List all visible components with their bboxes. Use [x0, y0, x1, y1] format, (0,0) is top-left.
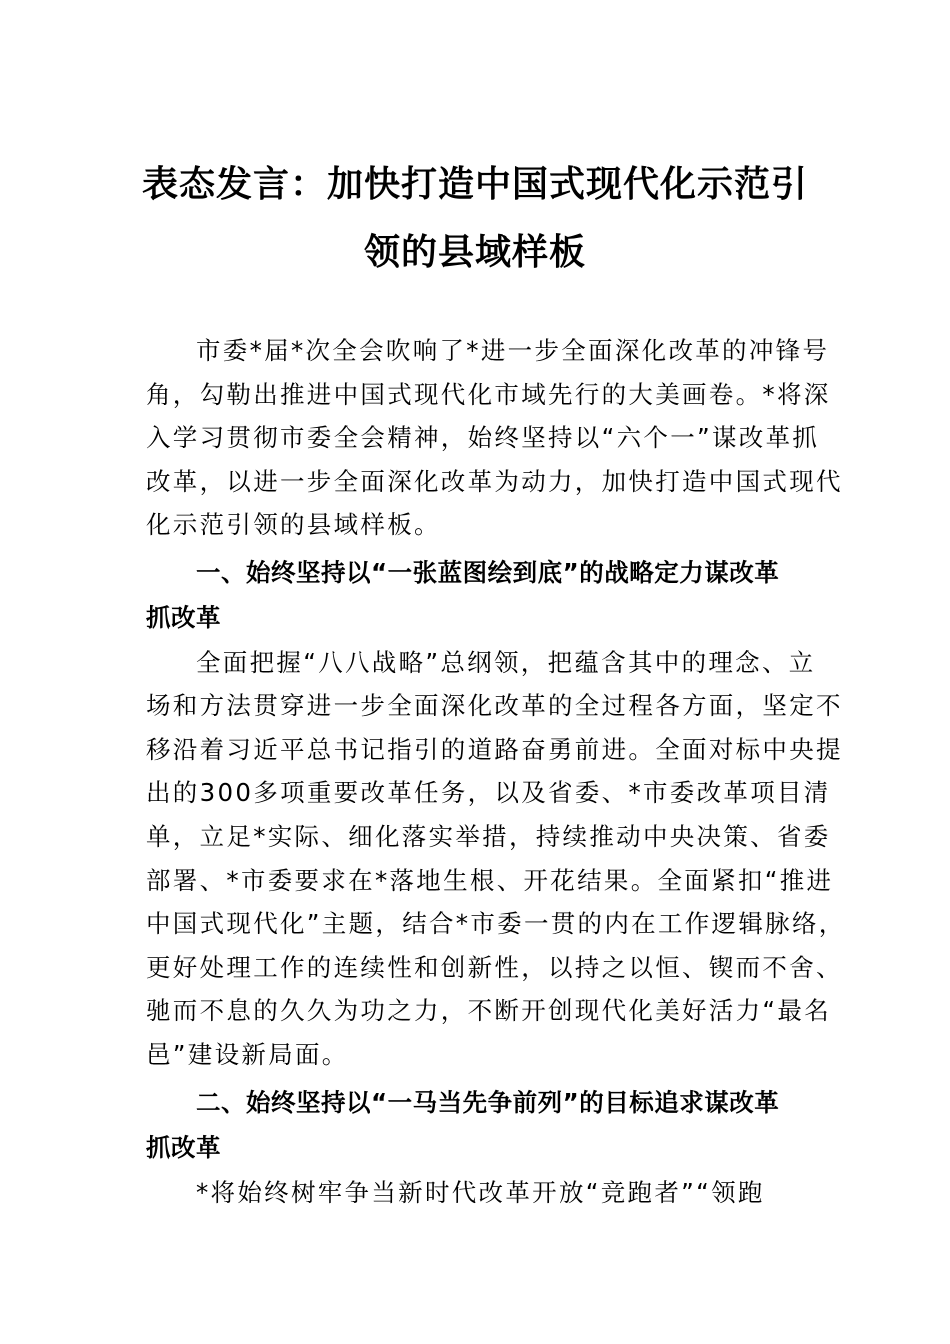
section-heading-line: 抓改革	[146, 603, 221, 632]
paragraph-line: 化示范引领的县域样板。	[146, 510, 441, 539]
section-heading-line: 抓改革	[146, 1133, 221, 1162]
paragraph-line: 部署、*市委要求在*落地生根、开花结果。全面紧扣“推进	[146, 866, 834, 895]
paragraph-line: 邑”建设新局面。	[146, 1040, 349, 1069]
paragraph-line: 入学习贯彻市委全会精神，始终坚持以“六个一”谋改革抓	[146, 423, 820, 452]
section-heading-line: 一、始终坚持以“一张蓝图绘到底”的战略定力谋改革	[196, 558, 780, 587]
paragraph-line: 中国式现代化”主题，结合*市委一贯的内在工作逻辑脉络，	[146, 909, 846, 938]
paragraph-line: 市委*届*次全会吹响了*进一步全面深化改革的冲锋号	[196, 336, 830, 365]
paragraph-line: 单，立足*实际、细化落实举措，持续推动中央决策、省委	[146, 822, 831, 851]
paragraph-line: 场和方法贯穿进一步全面深化改革的全过程各方面，坚定不	[146, 691, 843, 720]
paragraph-line: 更好处理工作的连续性和创新性，以持之以恒、锲而不舍、	[146, 953, 843, 982]
paragraph-line: *将始终树牢争当新时代改革开放“竞跑者”“领跑	[196, 1178, 765, 1207]
paragraph-line: 驰而不息的久久为功之力，不断开创现代化美好活力“最名	[146, 996, 831, 1025]
paragraph-line: 出的300多项重要改革任务，以及省委、*市委改革项目清	[146, 778, 831, 807]
paragraph-line: 角，勾勒出推进中国式现代化市域先行的大美画卷。*将深	[146, 380, 831, 409]
section-heading-line: 二、始终坚持以“一马当先争前列”的目标追求谋改革	[196, 1088, 780, 1117]
paragraph-line: 改革，以进一步全面深化改革为动力，加快打造中国式现代	[146, 467, 843, 496]
document-title-line-2: 领的县域样板	[363, 231, 586, 273]
document-title-line-1: 表态发言：加快打造中国式现代化示范引	[141, 163, 808, 205]
paragraph-line: 全面把握“八八战略”总纲领，把蕴含其中的理念、立	[196, 648, 816, 677]
paragraph-line: 移沿着习近平总书记指引的道路奋勇前进。全面对标中央提	[146, 735, 843, 764]
